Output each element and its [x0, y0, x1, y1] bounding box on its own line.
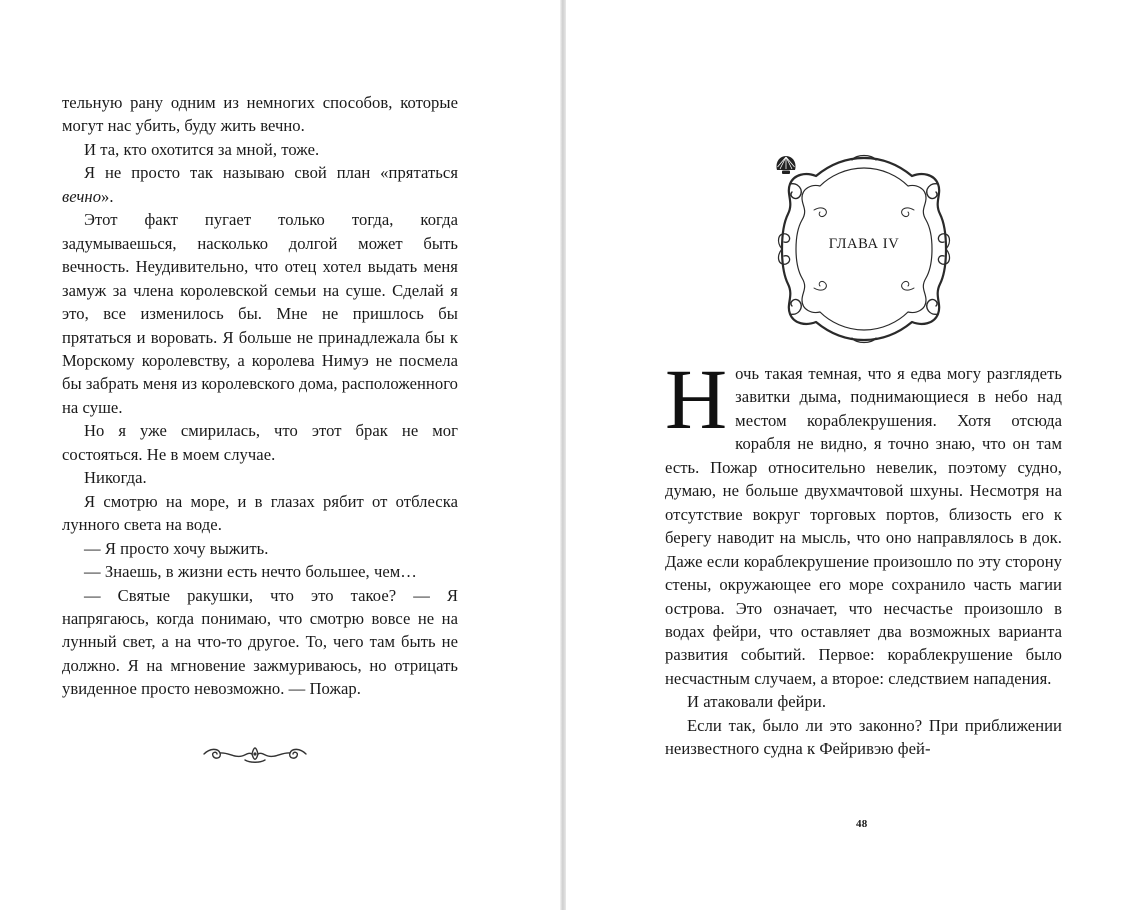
chapter-heading: [774, 154, 954, 344]
paragraph: — Знаешь, в жизни есть нечто большее, чем…: [84, 562, 417, 582]
paragraph: И атаковали фейри.: [687, 692, 827, 712]
page-number: 48: [856, 818, 868, 830]
paragraph: Я смотрю на море, и в глазах рябит от отблеска лунного света на воде.: [62, 491, 458, 535]
paragraph: — Я просто хочу выжить.: [84, 538, 269, 558]
chapter-title: ГЛАВА IV: [828, 236, 900, 252]
paragraph: [665, 351, 1062, 690]
drop-cap: Н: [665, 351, 728, 447]
flourish-ornament-icon: [200, 742, 310, 766]
paragraph: Никогда.: [84, 468, 147, 488]
paragraph-text: Я не просто так называю свой план «прятаться: [84, 163, 458, 183]
paragraph: И та, кто охотится за мной, тоже.: [84, 139, 320, 159]
paragraph: тельную рану одним из немногих способов, которые могут нас убить, буду жить вечно.: [62, 93, 458, 136]
paragraph: [62, 161, 458, 208]
paragraph: Но я уже смирилась, что этот брак не мог состояться. Не в моем случае.: [62, 421, 458, 464]
left-page-text: [62, 91, 458, 701]
italic-word: вечно: [62, 186, 102, 206]
shell-icon: [774, 154, 798, 176]
paragraph: Этот факт пугает только тогда, когда задумываешься, насколько долгой может быть вечность. Неудивительно, что отец хотел выдать меня замуж за члена королевской семьи на суше. Сделай я это, все изменилось бы. Мне не пришлось бы прятаться и воровать. Я больше не принадлежала бы к Морскому королевству, а королева Нимуэ не посмела бы забрать меня из королевского дома, расположенного на суше.: [62, 210, 458, 417]
right-page-text: [665, 351, 1062, 761]
paragraph: — Святые ракушки, что это такое? — Я напрягаюсь, когда понимаю, что смотрю вовсе не на лунный свет, а на что-то другое. То, чего там быть не должно. Я на мгновение зажмуриваюсь, но отрицать увиденное просто невозможно. — Пожар.: [62, 585, 458, 699]
paragraph-text: ».: [101, 186, 114, 206]
right-page: [566, 0, 1125, 910]
paragraph-text: очь такая темная, что я едва могу разглядеть завитки дыма, поднимающиеся в небо над местом кораблекрушения. Хотя отсюда корабля не видно, я точно знаю, что он там есть. Пожар относительно невелик, поэтому судно, думаю, не больше двухмачтовой шхуны. Несмотря на отсутствие вокруг торговых портов, близость его к берегу наводит на мысль, что оно направлялось в док. Даже если кораблекрушение произошло по эту сторону стены, окружающее его море сохранило часть магии острова. Это означает, что несчастье произошло в водах фейри, что оставляет два возможных варианта развития событий. Первое: кораблекрушение было несчастным случаем, а второе: следствием нападения.: [665, 364, 1062, 688]
paragraph: Если так, было ли это законно? При приближении неизвестного судна к Фейривэю фей-: [665, 715, 1062, 759]
left-page: [0, 0, 560, 910]
